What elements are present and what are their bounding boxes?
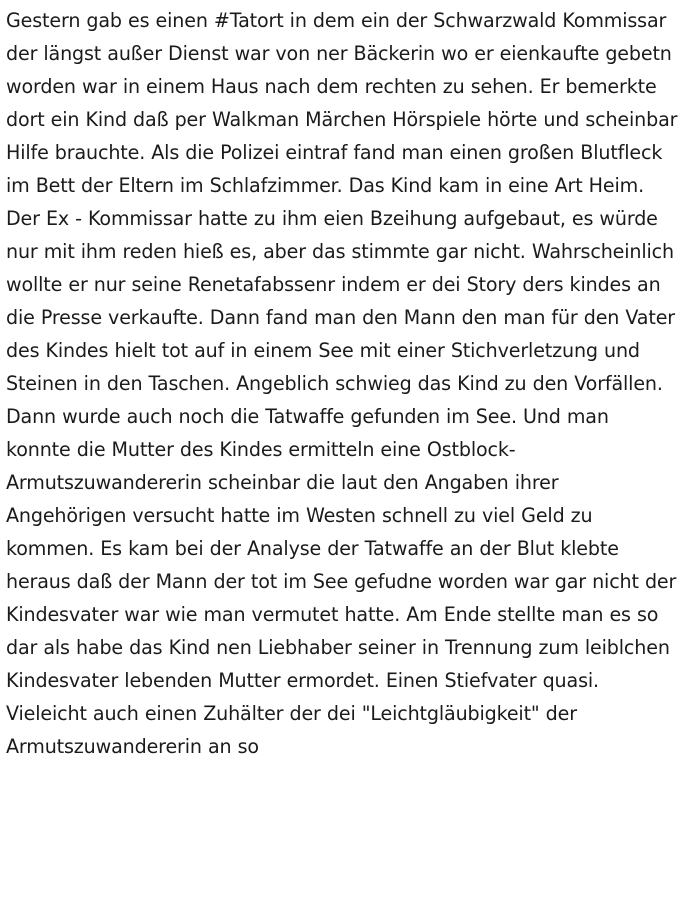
document-body-text: Gestern gab es einen #Tatort in dem ein der Schwarzwald Kommissar der längst außer Dienst war von ner Bäckerin wo er eienkaufte gebetn worden war in einem Haus nach dem rechten zu sehen. Er bemerkte dort ein Kind daß per Walkman Märchen Hörspiele hörte und scheinbar Hilfe brauchte. Als die Polizei eintraf fand man einen großen Blutfleck im Bett der Eltern im Schlafzimmer. Das Kind kam in eine Art Heim. Der Ex - Kommissar hatte zu ihm eien Bzeihung aufgebaut, es würde nur mit ihm reden hieß es, aber das stimmte gar nicht. Wahrscheinlich wollte er nur seine Renetafabssenr indem er dei Story ders kindes an die Presse verkaufte. Dann fand man den Mann den man für den Vater des Kindes hielt tot auf in einem See mit einer Stichverletzung und Steinen in den Taschen. Angeblich schwieg das Kind zu den Vorfällen. Dann wurde auch noch die Tatwaffe gefunden im See. Und man konnte die Mutter des Kindes ermitteln eine Ostblock-Armutszuwandererin scheinbar die laut den Angaben ihrer Angehörigen versucht hatte im Westen schnell zu viel Geld zu kommen. Es kam bei der Analyse der Tatwaffe an der Blut klebte heraus daß der Mann der tot im See gefudne worden war gar nicht der Kindesvater war wie man vermutet hatte. Am Ende stellte man es so dar als habe das Kind nen Liebhaber seiner in Trennung zum leiblchen Kindesvater lebenden Mutter ermordet. Einen Stiefvater quasi. Vieleicht auch einen Zuhälter der dei "Leichtgläubigkeit" der Armutszuwandererin an so [6,9,684,758]
